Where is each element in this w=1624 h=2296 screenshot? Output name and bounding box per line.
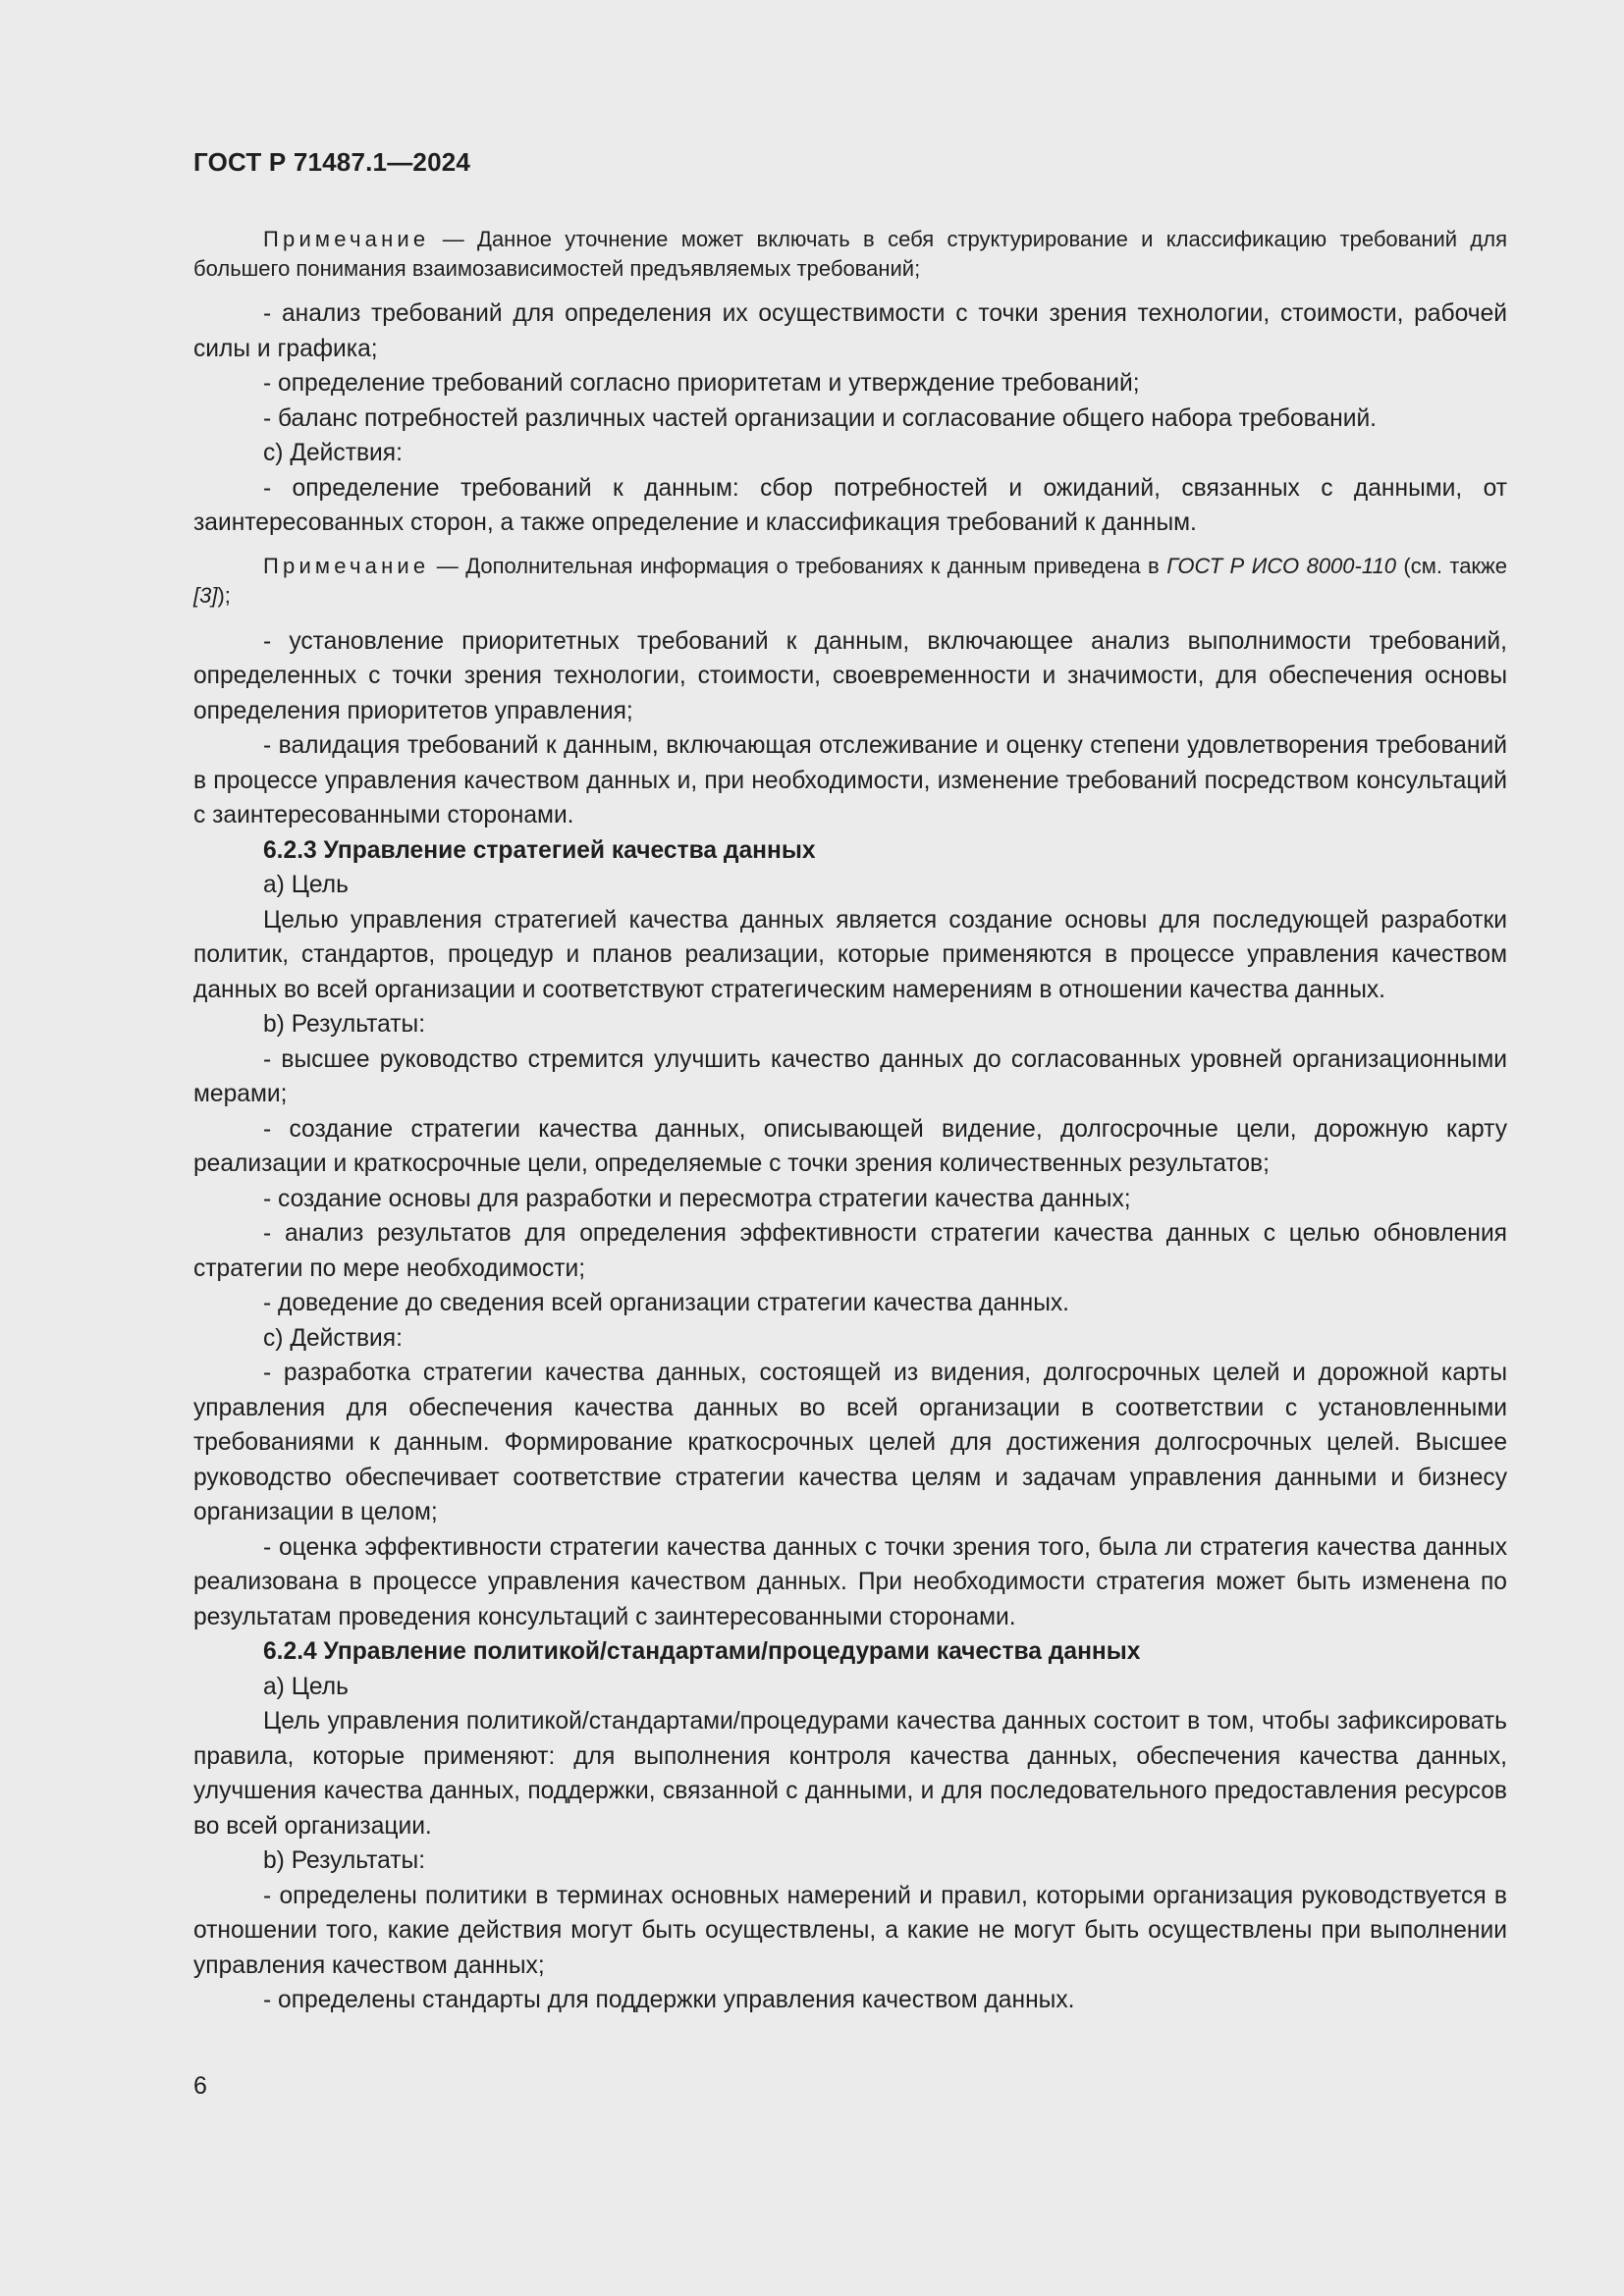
note-label: Примечание [263, 553, 430, 578]
list-item: - установление приоритетных требований к данным, включающее анализ выполнимости требований, определенных с точки зрения технологии, стоимости, своевременности и значимости, для обеспечения основы определения приоритетов управления; [193, 627, 1507, 724]
list-heading: b) Результаты: [263, 1847, 426, 1874]
note-text: ); [217, 582, 231, 608]
list-heading: b) Результаты: [263, 1011, 426, 1038]
list-heading: a) Цель [263, 872, 349, 898]
list-item: - разработка стратегии качества данных, состоящей из видения, долгосрочных целей и дорожной карты управления для обеспечения качества данных во всей организации в соответствии с установленными требованиями к данным. Формирование краткосрочных целей для достижения долгосрочных целей. Высшее руководство обеспечивает соответствие стратегии качества целям и задачам управления данными и бизнесу организации в целом; [193, 1360, 1507, 1525]
list-heading: c) Действия: [263, 440, 403, 466]
list-item: - анализ требований для определения их осуществимости с точки зрения технологии, стоимости, рабочей силы и графика; [193, 300, 1507, 362]
bibliography-reference: [3] [193, 582, 218, 608]
body-paragraph: Целью управления стратегией качества данных является создание основы для последующей разработки политик, стандартов, процедур и планов реализации, которые применяются в процессе управления качеством данных во всей организации и соответствуют стратегическим намерениям в отношении качества данных. [193, 906, 1507, 1003]
note-label: Примечание [263, 227, 430, 251]
body-paragraph: Цель управления политикой/стандартами/процедурами качества данных состоит в том, чтобы зафиксировать правила, которые применяют: для выполнения контроля качества данных, обеспечения качества данных, улучшения качества данных, поддержки, связанной с данными, и для последовательного предоставления ресурсов во всей организации. [193, 1708, 1507, 1840]
list-heading: a) Цель [263, 1673, 349, 1700]
note-text: — Дополнительная информация о требованиях к данным приведена в [429, 553, 1167, 578]
list-heading: c) Действия: [263, 1324, 403, 1352]
section-heading: 6.2.4 Управление политикой/стандартами/процедурами качества данных [263, 1638, 1141, 1665]
page-number: 6 [193, 2072, 207, 2100]
list-item: - определены политики в терминах основных намерений и правил, которыми организация руководствуется в отношении того, какие действия могут быть осуществлены, а какие не могут быть осуществлены при выполнении управления качеством данных; [193, 1882, 1507, 1979]
note-text: — Данное уточнение может включать в себя структурирование и классификацию требований для большего понимания взаимозависимостей предъявляемых требований; [193, 227, 1507, 281]
document-header: ГОСТ Р 71487.1—2024 [193, 147, 471, 177]
list-item: - доведение до сведения всей организации стратегии качества данных. [263, 1290, 1069, 1316]
note-paragraph [193, 225, 1507, 284]
list-item: - оценка эффективности стратегии качества данных с точки зрения того, была ли стратегия качества данных реализована в процессе управления качеством данных. При необходимости стратегия может быть изменена по результатам проведения консультаций с заинтересованными сторонами. [193, 1533, 1507, 1630]
list-item: - анализ результатов для определения эффективности стратегии качества данных с целью обновления стратегии по мере необходимости; [193, 1220, 1507, 1282]
section-heading: 6.2.3 Управление стратегией качества данных [263, 836, 816, 864]
list-item: - определены стандарты для поддержки управления качеством данных. [263, 1987, 1075, 2013]
document-body [193, 225, 1507, 2018]
list-item: - баланс потребностей различных частей организации и согласование общего набора требований. [263, 404, 1378, 432]
list-item: - валидация требований к данным, включающая отслеживание и оценку степени удовлетворения требований в процессе управления качеством данных и, при необходимости, изменение требований посредством консультаций с заинтересованными сторонами. [193, 732, 1507, 828]
list-item: - создание основы для разработки и пересмотра стратегии качества данных; [263, 1185, 1131, 1212]
note-text: (см. также [1395, 553, 1508, 578]
list-item: - высшее руководство стремится улучшить качество данных до согласованных уровней организационными мерами; [193, 1045, 1507, 1107]
list-item: - определение требований к данным: сбор потребностей и ожиданий, связанных с данными, от заинтересованных сторон, а также определение и классификация требований к данным. [193, 474, 1507, 536]
standard-reference: ГОСТ Р ИСО 8000-110 [1166, 553, 1396, 578]
note-paragraph [193, 552, 1507, 611]
list-item: - создание стратегии качества данных, описывающей видение, долгосрочные цели, дорожную карту реализации и краткосрочные цели, определяемые с точки зрения количественных результатов; [193, 1115, 1507, 1177]
list-item: - определение требований согласно приоритетам и утверждение требований; [263, 370, 1140, 397]
